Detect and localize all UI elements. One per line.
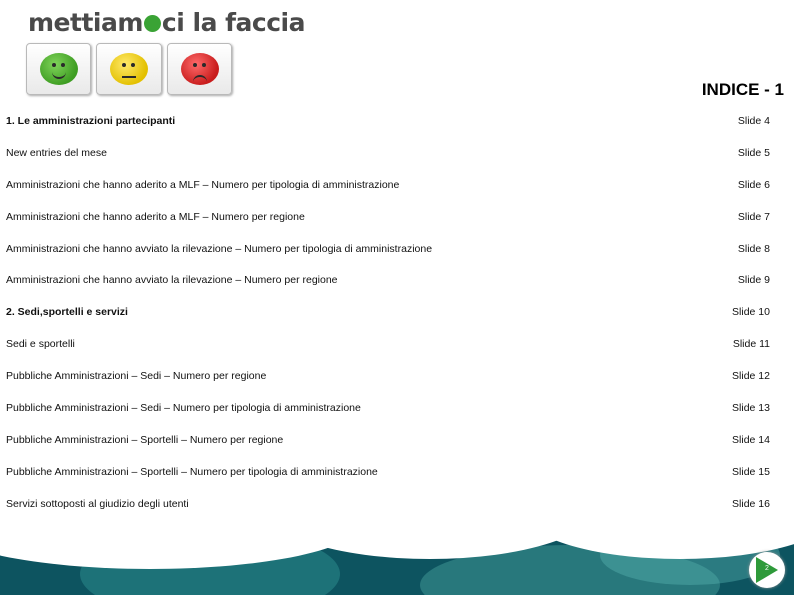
footer-band	[0, 519, 794, 595]
toc-row[interactable]	[0, 461, 794, 493]
toc-row[interactable]	[0, 110, 794, 142]
logo-face-icon	[144, 15, 161, 32]
toc-label: Servizi sottoposti al giudizio degli utenti	[6, 497, 189, 510]
toc-label: Pubbliche Amministrazioni – Sedi – Numero per regione	[6, 370, 267, 383]
toc-row[interactable]	[0, 142, 794, 174]
toc-label: 1. Le amministrazioni partecipanti	[6, 115, 176, 127]
toc-page: Slide 10	[732, 306, 770, 319]
toc-label: Amministrazioni che hanno avviato la rilevazione – Numero per tipologia di amministrazione	[6, 242, 433, 255]
toc-label: Pubbliche Amministrazioni – Sedi – Numero per tipologia di amministrazione	[6, 402, 361, 415]
toc-label: 2. Sedi,sportelli e servizi	[6, 306, 128, 319]
toc-label: Pubbliche Amministrazioni – Sportelli – Numero per regione	[6, 433, 284, 446]
toc-row[interactable]	[0, 174, 794, 206]
toc-page: Slide 4	[737, 115, 770, 127]
toc-row[interactable]	[0, 333, 794, 365]
toc-page: Slide 14	[732, 433, 770, 446]
toc-page: Slide 11	[732, 338, 770, 351]
page-title: INDICE - 1	[701, 80, 784, 99]
arrow-right-icon	[756, 557, 778, 583]
logo	[28, 8, 305, 40]
faces-panel	[26, 43, 232, 95]
toc-row[interactable]	[0, 397, 794, 429]
toc-page: Slide 15	[732, 465, 770, 478]
page-number: 2	[765, 565, 769, 572]
sad-face-card	[167, 43, 232, 95]
logo-text-end: ci la faccia	[161, 8, 305, 37]
toc-page: Slide 13	[732, 402, 770, 415]
toc-row[interactable]	[0, 301, 794, 333]
toc-label: Amministrazioni che hanno avviato la rilevazione – Numero per regione	[6, 274, 338, 287]
neutral-face-card	[96, 43, 161, 95]
toc-page: Slide 5	[737, 146, 770, 159]
next-slide-button[interactable]	[749, 552, 785, 588]
happy-face-card	[26, 43, 91, 95]
toc-label: Pubbliche Amministrazioni – Sportelli – Numero per tipologia di amministrazione	[6, 465, 378, 478]
toc-row[interactable]	[0, 206, 794, 238]
toc-label: Amministrazioni che hanno aderito a MLF – Numero per tipologia di amministrazione	[6, 178, 400, 191]
toc-page: Slide 8	[737, 242, 770, 255]
logo-text-start: mettiam	[28, 8, 143, 37]
sad-face-icon	[181, 53, 219, 85]
toc-label: Amministrazioni che hanno aderito a MLF – Numero per regione	[6, 210, 305, 223]
toc-page: Slide 9	[737, 274, 770, 287]
toc-page: Slide 12	[732, 370, 770, 383]
neutral-face-icon	[110, 53, 148, 85]
toc-label: Sedi e sportelli	[6, 338, 75, 351]
toc-page: Slide 6	[737, 178, 770, 191]
toc-row[interactable]	[0, 238, 794, 270]
toc-page: Slide 7	[737, 210, 770, 223]
toc-row[interactable]	[0, 429, 794, 461]
toc-row[interactable]	[0, 269, 794, 301]
table-of-contents	[0, 110, 794, 525]
happy-face-icon	[40, 53, 78, 85]
toc-page: Slide 16	[732, 497, 770, 510]
toc-label: New entries del mese	[6, 146, 107, 159]
toc-row[interactable]	[0, 365, 794, 397]
